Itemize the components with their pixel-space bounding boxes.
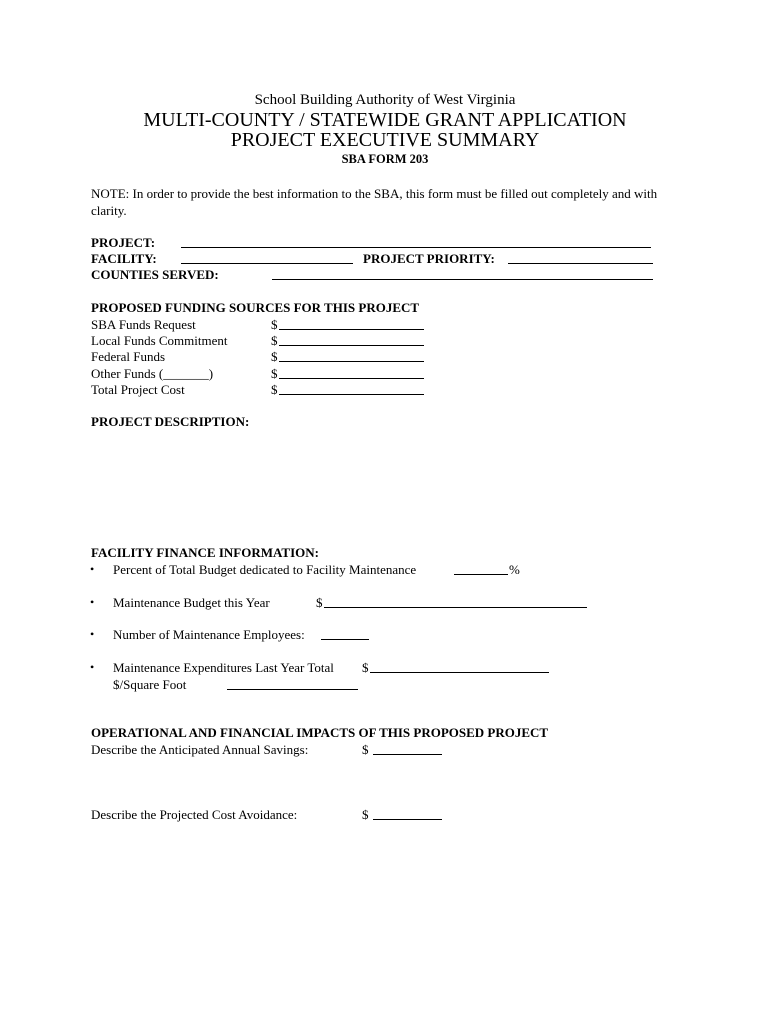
maintenance-budget-label: Maintenance Budget this Year <box>113 595 270 610</box>
percent-budget-label: Percent of Total Budget dedicated to Facility Maintenance <box>113 562 417 577</box>
project-priority-label: PROJECT PRIORITY: <box>363 251 495 266</box>
form-title-line1: MULTI-COUNTY / STATEWIDE GRANT APPLICATION <box>143 109 627 131</box>
bullet-icon: • <box>90 627 95 641</box>
maintenance-expenditures-dollar: $ <box>362 660 369 675</box>
maintenance-budget-field[interactable] <box>324 595 587 608</box>
cost-avoidance-field[interactable] <box>373 807 442 820</box>
per-square-foot-label: $/Square Foot <box>113 677 187 692</box>
facility-finance-heading: FACILITY FINANCE INFORMATION: <box>91 545 319 560</box>
project-description-area[interactable] <box>91 434 681 534</box>
cost-avoidance-label: Describe the Projected Cost Avoidance: <box>91 807 298 822</box>
annual-savings-field[interactable] <box>373 742 442 755</box>
bullet-icon: • <box>90 562 95 576</box>
annual-savings-dollar: $ <box>362 742 369 757</box>
percent-sign: % <box>509 562 520 577</box>
funding-label-total: Total Project Cost <box>91 382 185 397</box>
funding-dollar-sign: $ <box>271 349 278 364</box>
facility-field[interactable] <box>181 251 353 264</box>
instruction-note: NOTE: In order to provide the best information to the SBA, this form must be filled out completely and with clarity. <box>91 186 658 218</box>
funding-label-sba: SBA Funds Request <box>91 317 196 332</box>
maintenance-budget-dollar: $ <box>316 595 323 610</box>
project-priority-field[interactable] <box>508 251 653 264</box>
funding-heading: PROPOSED FUNDING SOURCES FOR THIS PROJECT <box>91 300 420 315</box>
funding-field-federal[interactable] <box>279 349 424 362</box>
counties-served-label: COUNTIES SERVED: <box>91 267 219 282</box>
form-title-line2: PROJECT EXECUTIVE SUMMARY <box>230 129 540 151</box>
funding-field-local[interactable] <box>279 333 424 346</box>
impacts-heading: OPERATIONAL AND FINANCIAL IMPACTS OF THIS PROPOSED PROJECT <box>91 725 549 740</box>
maintenance-employees-field[interactable] <box>321 627 369 640</box>
funding-field-other[interactable] <box>279 366 424 379</box>
maintenance-expenditures-field[interactable] <box>370 660 549 673</box>
project-field[interactable] <box>181 235 651 248</box>
funding-dollar-sign: $ <box>271 366 278 381</box>
bullet-icon: • <box>90 660 95 674</box>
percent-budget-field[interactable] <box>454 562 508 575</box>
funding-field-sba[interactable] <box>279 317 424 330</box>
bullet-icon: • <box>90 595 95 609</box>
maintenance-employees-label: Number of Maintenance Employees: <box>113 627 305 642</box>
facility-label: FACILITY: <box>91 251 157 266</box>
funding-dollar-sign: $ <box>271 333 278 348</box>
authority-name: School Building Authority of West Virginia <box>254 92 516 108</box>
project-label: PROJECT: <box>91 235 156 250</box>
counties-served-field[interactable] <box>272 267 653 280</box>
funding-field-total[interactable] <box>279 382 424 395</box>
project-description-heading: PROJECT DESCRIPTION: <box>91 414 250 429</box>
form-number: SBA FORM 203 <box>341 152 429 166</box>
annual-savings-label: Describe the Anticipated Annual Savings: <box>91 742 309 757</box>
funding-label-local: Local Funds Commitment <box>91 333 228 348</box>
funding-label-federal: Federal Funds <box>91 349 166 364</box>
funding-dollar-sign: $ <box>271 317 278 332</box>
maintenance-expenditures-label: Maintenance Expenditures Last Year Total <box>113 660 334 675</box>
cost-avoidance-dollar: $ <box>362 807 369 822</box>
per-square-foot-field[interactable] <box>227 677 358 690</box>
funding-label-other: Other Funds (_______) <box>91 366 214 381</box>
funding-dollar-sign: $ <box>271 382 278 397</box>
